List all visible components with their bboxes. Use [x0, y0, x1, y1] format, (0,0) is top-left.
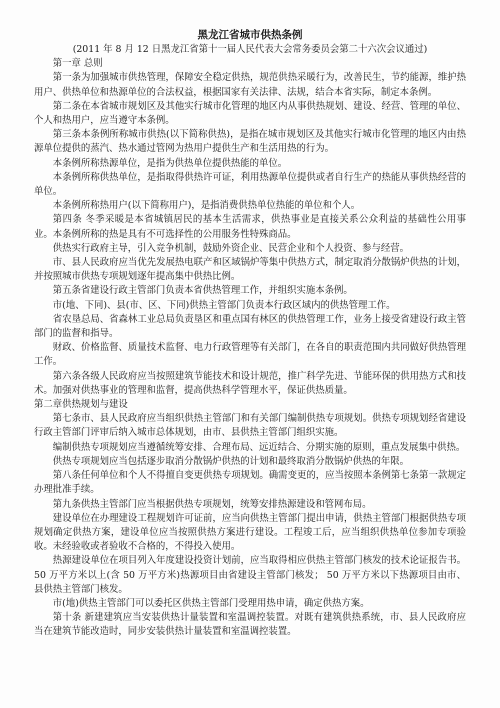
- article-paragraph: 第二条在本省城市规划区及其他实行城市化管理的地区内从事供热规划、建设、经营、管理的单位、个人和热用户，应当遵守本条例。: [34, 100, 466, 127]
- article-paragraph: 本条例所称供热单位，是指取得供热许可证，利用热源单位提供或者自行生产的热能从事供热经营的单位。: [34, 171, 466, 198]
- article-paragraph: 市(地、下同)、县(市、区、下同)供热主管部门负责本行政区域内的供热管理工作。: [52, 299, 396, 311]
- article-paragraph: 省农垦总局、省森林工业总局负责垦区和重点国有林区的供热管理工作，业务上接受省建设行政主管部门的监督和指导。: [34, 313, 466, 340]
- article-paragraph: 供热实行政府主导，引入竞争机制，鼓励外资企业、民营企业和个人投资、参与经营。: [52, 242, 410, 254]
- article-paragraph: 第九条供热主管部门应当根据供热专项规划，统筹安排热源建设和管网布局。: [52, 498, 372, 510]
- article-paragraph: 第五条省建设行政主管部门负责本省供热管理工作，并组织实施本条例。: [52, 285, 353, 297]
- article-paragraph: 第一条为加强城市供热管理，保障安全稳定供热，规范供热采暖行为，改善民生，节约能源，维护热用户、供热单位和热源单位的合法权益，根据国家有关法律、法规，结合本省实际，制定本条例。: [34, 72, 466, 98]
- article-paragraph: 热源建设单位在项目列入年度建设投资计划前，应当取得相应供热主管部门核发的技术论证报告书。50 万平方米以上(含 50 万平方米)热源项目由省建设主管部门核发； 50 万平方米以下热源项目由市、县供热主管部门核发。: [34, 555, 466, 595]
- article-paragraph: 建设单位在办理建设工程规划许可证前，应当向供热主管部门提出申请，供热主管部门根据供热专项规划确定供热方案，建设单位应当按照供热方案进行建设。工程竣工后，应当组织供热单位参加专项验收。未经验收或者验收不合格的，不得投入使用。: [34, 512, 466, 553]
- article-paragraph: 第四条 冬季采暖是本省城镇居民的基本生活需求，供热事业是直接关系公众利益的基础性公用事业。本条例所称的热是具有不可选择性的公用服务性特殊商品。: [34, 214, 466, 240]
- article-paragraph: 第十条 新建建筑应当安装供热计量装置和室温调控装置。对既有建筑供热系统，市、县人民政府应当在建筑节能改造时，同步安装供热计量装置和室温调控装置。: [34, 612, 466, 638]
- section-heading: 第二章供热规划与建设: [34, 399, 128, 411]
- article-paragraph: 第六条各级人民政府应当按照建筑节能技术和设计规范，推广科学先进、节能环保的供用热方式和技术。加强对供热事业的管理和监督，提高供热科学管理水平，保证供热质量。: [34, 370, 466, 396]
- article-paragraph: 供热专项规划应当包括逐步取消分散锅炉供热的计划和最终取消分散锅炉供热的年限。: [52, 455, 410, 467]
- article-paragraph: 市、县人民政府应当优先发展热电联产和区域锅炉等集中供热方式，制定取消分散锅炉供热的计划，并按照城市供热专项规划逐年提高集中供热比例。: [34, 257, 466, 283]
- article-paragraph: 编制供热专项规划应当遵循统筹安排、合理布局、远近结合、分期实施的原则，重点发展集中供热。: [52, 441, 466, 453]
- document-title: 黑龙江省城市供热条例: [197, 29, 303, 41]
- section-heading: 第一章 总则: [52, 58, 103, 70]
- article-paragraph: 市(地)供热主管部门可以委托区供热主管部门受理用热申请，确定供热方案。: [52, 597, 370, 609]
- document-subtitle: (2011 年 8 月 12 日黑龙江省第十一届人民代表大会常务委员会第二十六次会议通过): [72, 44, 428, 55]
- article-paragraph: 本条例所称热用户(以下简称用户)，是指消费供热单位热能的单位和个人。: [52, 200, 361, 212]
- article-paragraph: 第三条本条例所称城市供热(以下简称供热)，是指在城市规划区及其他实行城市化管理的地区内由热源单位提供的蒸汽、热水通过管网为热用户提供生产和生活用热的行为。: [34, 129, 466, 155]
- article-paragraph: 财政、价格监督、质量技术监督、电力行政管理等有关部门，在各自的职责范围内共同做好供热管理工作。: [34, 342, 466, 368]
- document-body: [34, 57, 466, 639]
- article-paragraph: 第八条任何单位和个人不得擅自变更供热专项规划。确需变更的，应当按照本条例第七条第一款规定办理批准手续。: [34, 470, 466, 496]
- article-paragraph: 本条例所称热源单位，是指为供热单位提供热能的单位。: [52, 157, 288, 169]
- article-paragraph: 第七条市、县人民政府应当组织供热主管部门和有关部门编制供热专项规划。供热专项规划经省建设行政主管部门评审后纳入城市总体规划，由市、县供热主管部门组织实施。: [34, 413, 466, 439]
